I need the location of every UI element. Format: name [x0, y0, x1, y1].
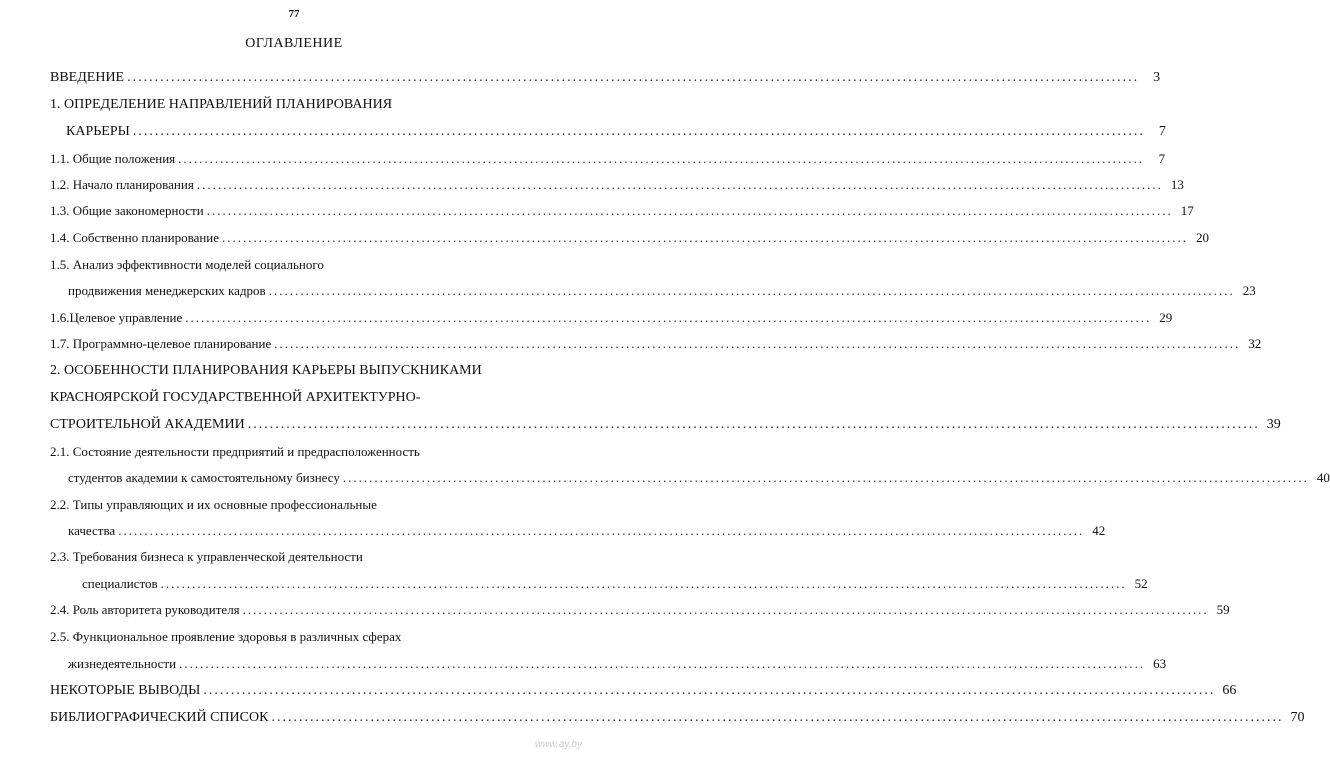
toc-entry-title: СТРОИТЕЛЬНОЙ АКАДЕМИИ: [50, 417, 245, 432]
toc-entry-title: 1.2. Начало планирования: [50, 177, 194, 192]
dot-leader: ........................................................................................................................................................................................: [274, 336, 1241, 351]
toc-entry-2-4: [50, 602, 1230, 618]
toc-entry-title: продвижения менеджерских кадров: [68, 283, 266, 298]
toc-entry-page: 13: [1170, 177, 1184, 192]
toc-entry-page: 63: [1153, 656, 1167, 671]
toc-entry-page: 32: [1248, 336, 1262, 351]
dot-leader: ........................................................................................................................................................................................: [196, 177, 1163, 192]
dot-leader: ........................................................................................................................................................................................: [342, 470, 1309, 485]
toc-entry-page: 29: [1159, 310, 1173, 325]
toc-entry-2-1: [68, 470, 1330, 486]
toc-entry-bibliography: [50, 710, 1305, 726]
toc-entry-1-6: [50, 310, 1173, 326]
toc-entry-chapter-1: [66, 124, 1166, 140]
toc-entry-2-3-line1: 2.3. Требования бизнеса к управленческой деятельности: [50, 549, 363, 564]
dot-leader: ........................................................................................................................................................................................: [132, 124, 1145, 139]
toc-entry-title: качества: [68, 523, 116, 538]
dot-leader: ........................................................................................................................................................................................: [271, 710, 1284, 725]
toc-entry-page: 3: [1153, 70, 1161, 85]
dot-leader: ........................................................................................................................................................................................: [268, 283, 1235, 298]
toc-entry-1-5: [68, 283, 1256, 299]
toc-entry-title: специалистов: [82, 576, 158, 591]
toc-entry-title: НЕКОТОРЫЕ ВЫВОДЫ: [50, 683, 201, 698]
toc-entry-title: 2.4. Роль авторитета руководителя: [50, 602, 240, 617]
toc-entry-1-7: [50, 336, 1262, 352]
dot-leader: ........................................................................................................................................................................................: [179, 656, 1146, 671]
toc-entry-page: 59: [1216, 602, 1230, 617]
toc-entry-page: 7: [1158, 124, 1166, 139]
toc-entry-intro: [50, 70, 1161, 86]
dot-leader: ........................................................................................................................................................................................: [242, 602, 1209, 617]
toc-heading: ОГЛАВЛЕНИЕ: [245, 36, 343, 51]
dot-leader: ........................................................................................................................................................................................: [127, 70, 1140, 85]
toc-entry-page: 20: [1196, 230, 1210, 245]
toc-entry-title: КАРЬЕРЫ: [66, 124, 130, 139]
toc-chapter-1-title: 1. ОПРЕДЕЛЕНИЕ НАПРАВЛЕНИЙ ПЛАНИРОВАНИЯ: [50, 97, 393, 112]
dot-leader: ........................................................................................................................................................................................: [178, 151, 1145, 166]
toc-entry-title: БИБЛИОГРАФИЧЕСКИЙ СПИСОК: [50, 710, 269, 725]
toc-entry-page: 40: [1316, 470, 1330, 485]
toc-entry-title: студентов академии к самостоятельному бизнесу: [68, 470, 340, 485]
dot-leader: ........................................................................................................................................................................................: [203, 683, 1216, 698]
toc-entry-2-3: [82, 576, 1148, 592]
toc-entry-page: 70: [1290, 710, 1305, 725]
toc-entry-page: 52: [1134, 576, 1148, 591]
toc-entry-page: 66: [1222, 683, 1237, 698]
toc-entry-page: 17: [1180, 203, 1194, 218]
toc-entry-title: 1.3. Общие закономерности: [50, 203, 204, 218]
toc-entry-title: 1.6.Целевое управление: [50, 310, 183, 325]
toc-entry-title: 1.1. Общие положения: [50, 151, 176, 166]
toc-entry-title: 1.7. Программно-целевое планирование: [50, 336, 272, 351]
toc-chapter-2-title-line2: КРАСНОЯРСКОЙ ГОСУДАРСТВЕННОЙ АРХИТЕКТУРНО-: [50, 390, 421, 405]
toc-entry-2-1-line1: 2.1. Состояние деятельности предприятий и предрасположенность: [50, 444, 420, 459]
toc-entry-1-2: [50, 177, 1184, 193]
toc-entry-page: 42: [1092, 523, 1106, 538]
toc-entry-1-5-line1: 1.5. Анализ эффективности моделей социального: [50, 257, 324, 272]
toc-entry-2-2: [68, 523, 1106, 539]
toc-entry-chapter-2: [50, 417, 1281, 433]
dot-leader: ........................................................................................................................................................................................: [118, 523, 1085, 538]
toc-entry-2-5-line1: 2.5. Функциональное проявление здоровья в различных сферах: [50, 629, 402, 644]
watermark: www.ay.by: [534, 739, 582, 750]
dot-leader: ........................................................................................................................................................................................: [185, 310, 1152, 325]
toc-entry-conclusions: [50, 683, 1237, 699]
toc-entry-page: 39: [1266, 417, 1281, 432]
toc-entry-1-4: [50, 230, 1210, 246]
toc-entry-2-5: [68, 656, 1167, 672]
dot-leader: ........................................................................................................................................................................................: [206, 203, 1173, 218]
toc-entry-page: 23: [1242, 283, 1256, 298]
toc-entry-title: жизнедеятельности: [68, 656, 177, 671]
toc-entry-1-3: [50, 203, 1194, 219]
dot-leader: ........................................................................................................................................................................................: [247, 417, 1260, 432]
toc-entry-title: ВВЕДЕНИЕ: [50, 70, 125, 85]
toc-entry-title: 1.4. Собственно планирование: [50, 230, 220, 245]
dot-leader: ........................................................................................................................................................................................: [160, 576, 1127, 591]
page-number: 77: [288, 8, 300, 20]
dot-leader: ........................................................................................................................................................................................: [222, 230, 1189, 245]
toc-chapter-2-title-line1: 2. ОСОБЕННОСТИ ПЛАНИРОВАНИЯ КАРЬЕРЫ ВЫПУСКНИКАМИ: [50, 363, 482, 378]
toc-entry-2-2-line1: 2.2. Типы управляющих и их основные профессиональные: [50, 497, 377, 512]
toc-entry-1-1: [50, 151, 1166, 167]
toc-entry-page: 7: [1158, 151, 1166, 166]
